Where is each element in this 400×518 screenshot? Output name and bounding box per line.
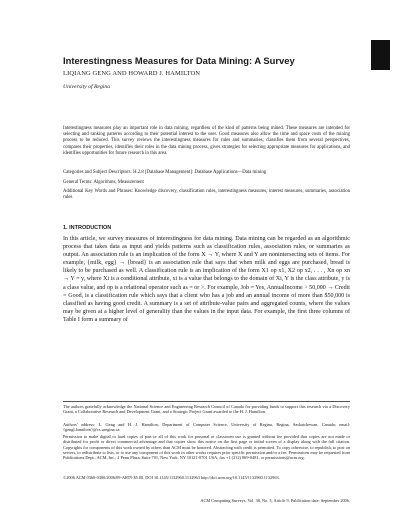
footnote-copyright: ©2006 ACM 0360-0300/2006/09-ART9 $5.00. DOI 10.1145/1132960.1132963 http://doi.acm.org/10.1145/1132960.1132963.	[63, 475, 280, 480]
footnote-permissions: Permission to make digital or hard copies of part or all of this work for personal or classroom use is granted without fee provided that copies are not made or distributed for profit or direct commercial advantage and that copies show this notice on the first page or initial screen of a display along with the full citation. Copyrights for components of this work owned by others than ACM must be honored. Abstracting with credit is permitted. To copy otherwise, to republish, to post on servers, to redistribute to lists, or to use any component of this work in other works requires prior specific permission and/or a fee. Permissions may be requested from Publications Dept., ACM, Inc., 2 Penn Plaza, Suite 701, New York, NY 10121-0701 USA, fax +1 (212) 869-0481, or permissions@acm.org.	[63, 434, 350, 461]
subject-categories: Categories and Subject Descriptors: H.2.8 [Database Management]: Database Applications—Data mining	[63, 170, 267, 175]
footnote-address: Authors' address: L. Geng and H. J. Hamilton, Department of Computer Science, University of Regina, Regina, Saskatchewan, Canada; email: {gengl,hamilton}@cs.uregina.ca.	[63, 422, 350, 433]
keywords: Additional Key Words and Phrases: Knowledge discovery, classification rules, interestingness measures, interest measures, summaries, association rules	[63, 189, 350, 201]
section-heading: 1. INTRODUCTION	[63, 225, 112, 231]
article-title: Interestingness Measures for Data Mining: A Survey	[63, 55, 295, 66]
introduction-paragraph: In this article, we survey measures of interestingness for data mining. Data mining can be regarded as an algorithmic process that takes data as input and yields patterns such as classification rules, association rules, or summaries as output. An association rule is an implication of the form X → Y, where X and Y are nonintersecting sets of items. For example, {milk, egg} → {bread} is an association rule that says that when milk and eggs are purchased, bread is likely to be purchased as well. A classification rule is an implication of the form X1 op x1, X2 op x2, . . . , Xn op xn → Y = y, where Xi is a conditional attribute, xi is a value that belongs to the domain of Xi, Y is the class attribute, y is a class value, and op is a relational operator such as = or >. For example, Job = Yes, AnnualIncome > 50,000 → Credit = Good, is a classification rule which says that a client who has a job and an annual income of more than $50,000 is classified as having good credit. A summary is a set of attribute-value pairs and aggregated counts, where the values may be given at a higher level of generality than the values in the input data. For example, the first three columns of Table I form a summary of	[63, 236, 350, 323]
article-authors: LIQIANG GENG AND HOWARD J. HAMILTON	[63, 70, 201, 77]
author-affiliation: University of Regina	[63, 84, 111, 90]
footnote-acknowledgment: The authors gratefully acknowledge the National Science and Engineering Research Council of Canada for providing funds to support this research via a Discovery Grant, a Collaborative Research and Development Grant, and a Strategic Project Grant awarded to the H. J. Hamilton.	[63, 404, 350, 415]
page-footer: ACM Computing Surveys, Vol. 38, No. 3, Article 9, Publication date: September 2006.	[200, 498, 350, 503]
footnote-divider	[63, 401, 350, 402]
abstract: Interestingness measures play an important role in data mining, regardless of the kind of patterns being mined. These measures are intended for selecting and ranking patterns according to their potential interest to the user. Good measures also allow the time and space costs of the mining process to be reduced. This survey reviews the interestingness measures for rules and summaries, classifies them from several perspectives, compares their properties, identifies their roles in the data mining process, gives strategies for selecting appropriate measures for applications, and identifies opportunities for future research in this area.	[63, 126, 350, 156]
general-terms: General Terms: Algorithms, Measurement	[63, 180, 144, 185]
thumb-index-tab	[371, 40, 390, 70]
